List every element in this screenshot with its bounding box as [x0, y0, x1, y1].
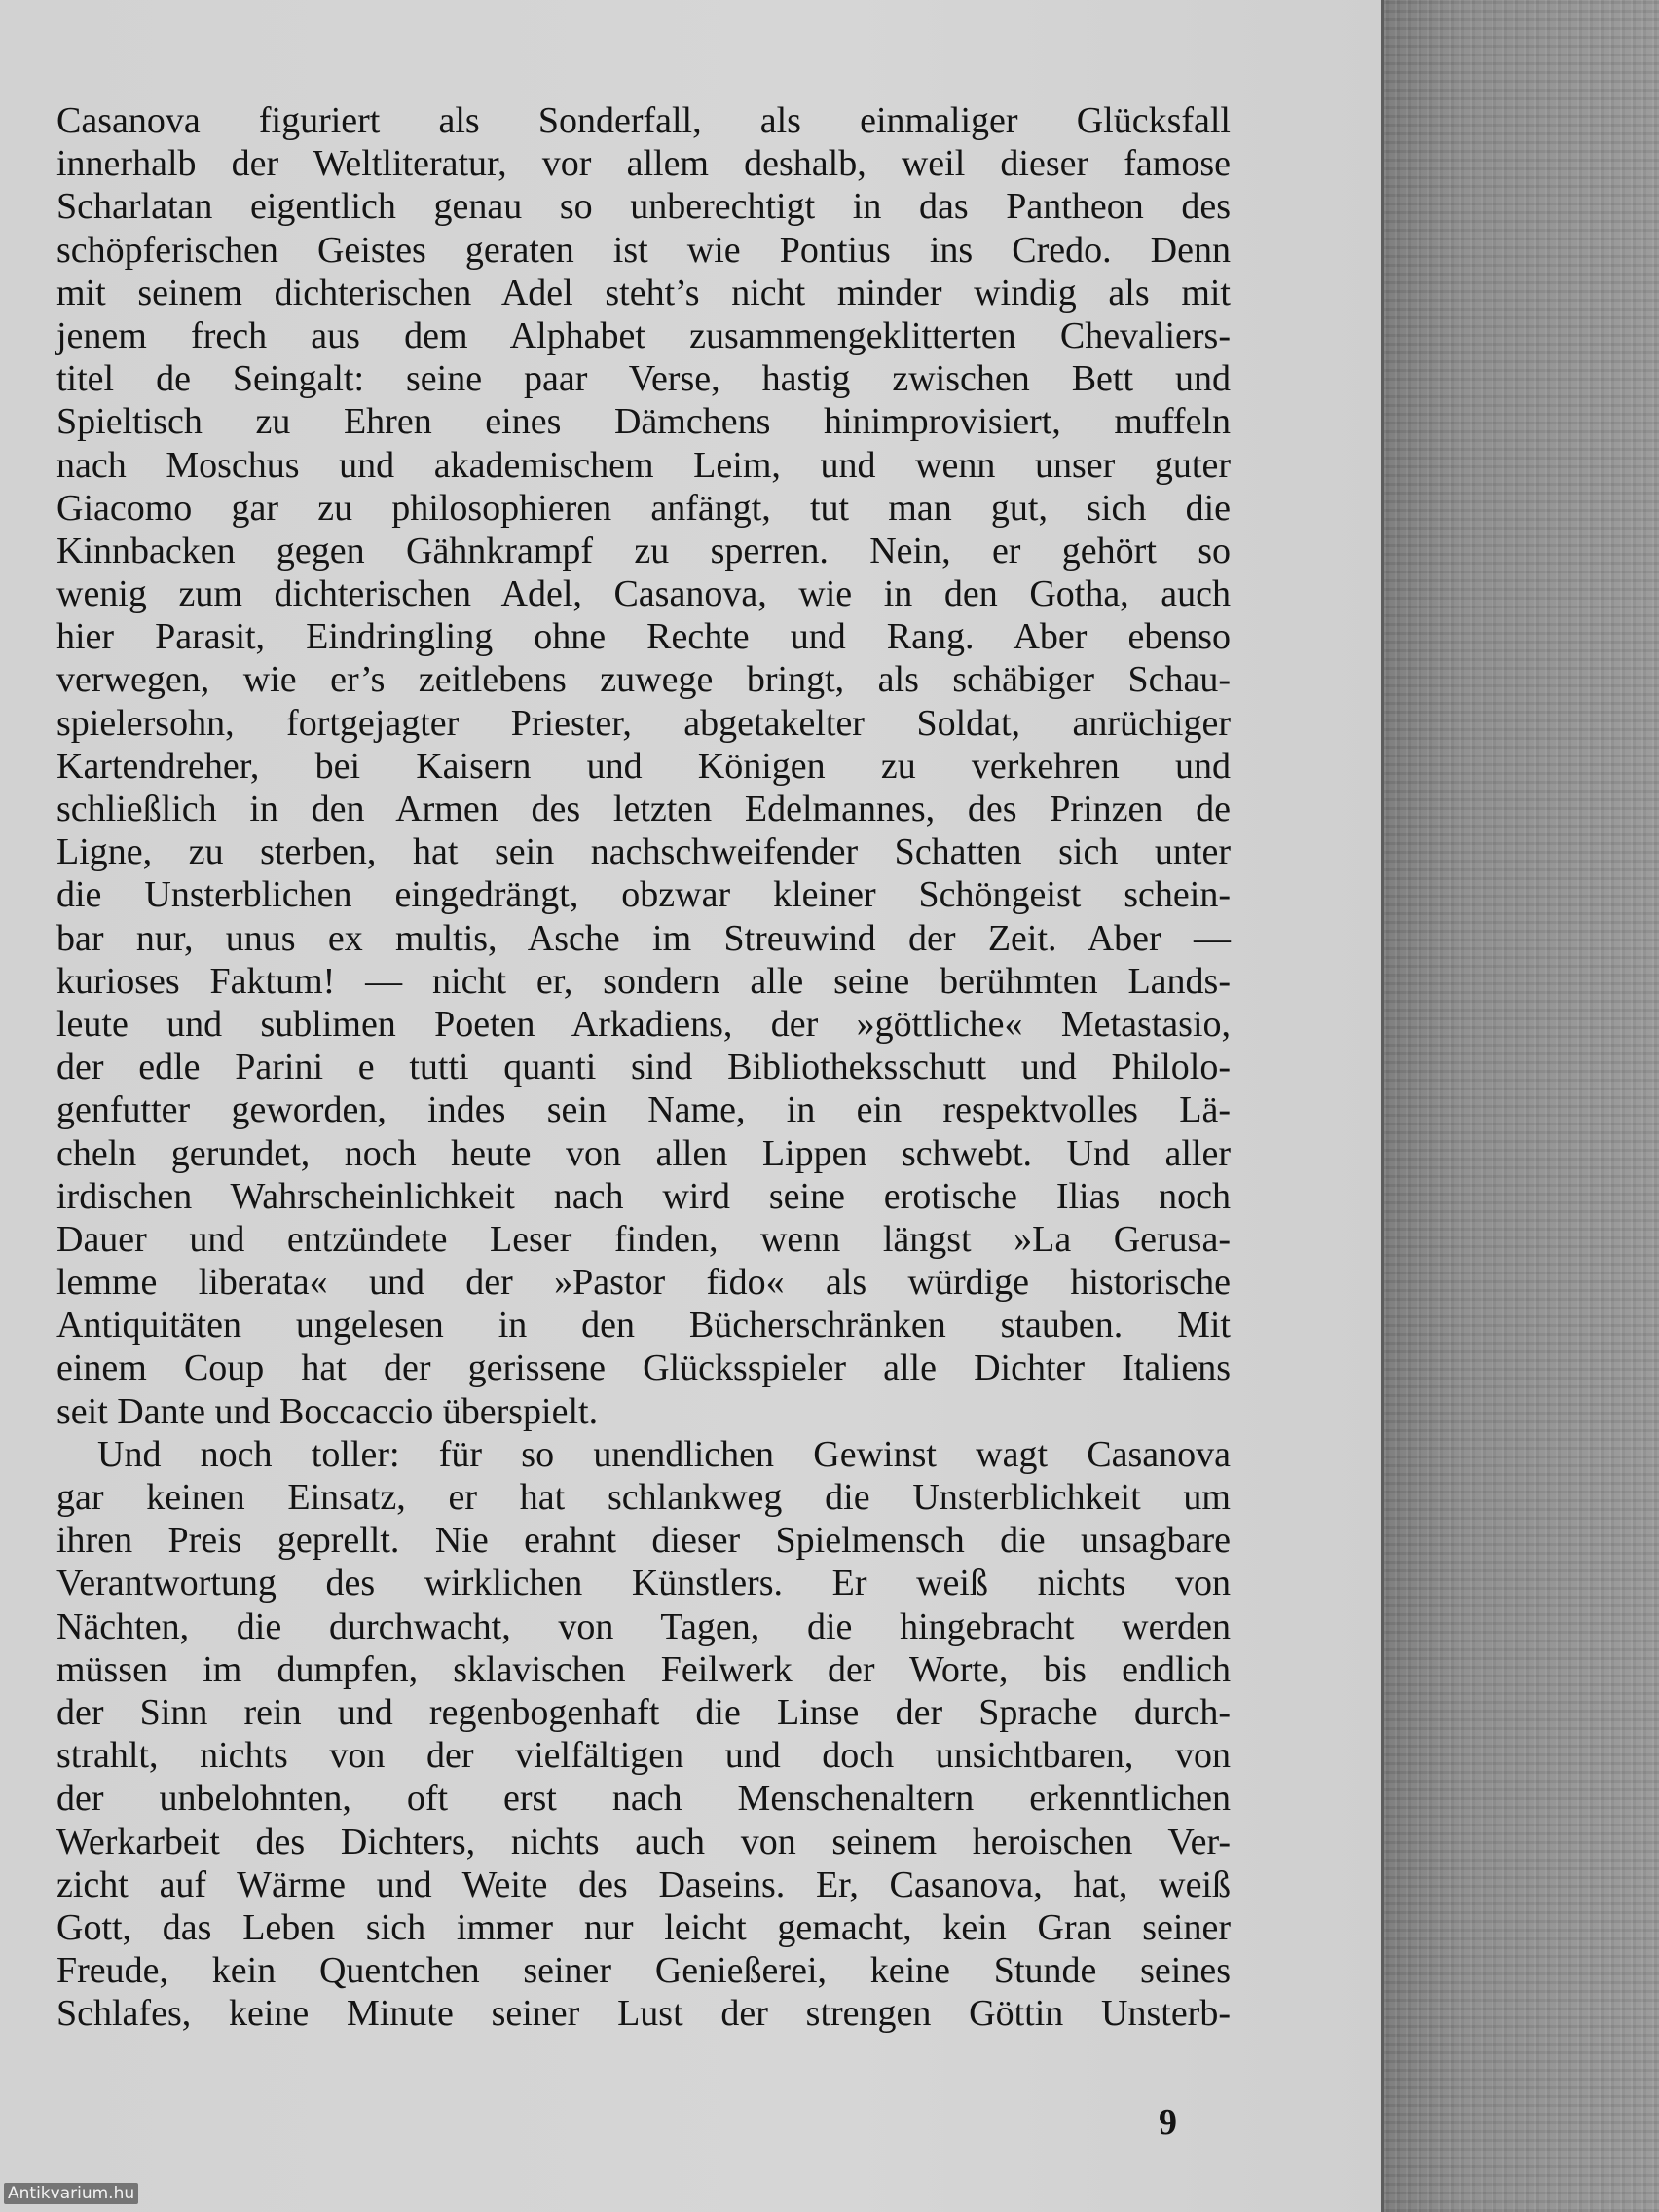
- text-line: die Unsterblichen eingedrängt, obzwar kleiner Schöngeist schein-: [56, 874, 1231, 916]
- text-line: spielersohn, fortgejagter Priester, abgetakelter Soldat, anrüchiger: [56, 702, 1231, 744]
- text-line: Kinnbacken gegen Gähnkrampf zu sperren. Nein, er gehört so: [56, 530, 1231, 571]
- text-line: strahlt, nichts von der vielfältigen und doch unsichtbaren, von: [56, 1735, 1231, 1777]
- background-surface: [1381, 0, 1659, 2212]
- text-line: genfutter geworden, indes sein Name, in ein respektvolles Lä-: [56, 1089, 1231, 1131]
- text-line: Verantwortung des wirklichen Künstlers. Er weiß nichts von: [56, 1563, 1231, 1604]
- text-line: der edle Parini e tutti quanti sind Bibliotheksschutt und Philolo-: [56, 1047, 1231, 1088]
- text-line: nach Moschus und akademischem Leim, und wenn unser guter: [56, 444, 1231, 486]
- text-line: gar keinen Einsatz, er hat schlankweg die Unsterblichkeit um: [56, 1477, 1231, 1518]
- text-line: Gott, das Leben sich immer nur leicht gemacht, kein Gran seiner: [56, 1906, 1231, 1948]
- page-number: 9: [1159, 2102, 1177, 2143]
- text-line: zicht auf Wärme und Weite des Daseins. Er, Casanova, hat, weiß: [56, 1863, 1231, 1905]
- text-line: innerhalb der Weltliteratur, vor allem deshalb, weil dieser famose: [56, 143, 1231, 185]
- text-line: Spieltisch zu Ehren eines Dämchens hinimprovisiert, muffeln: [56, 401, 1231, 443]
- text-line: schöpferischen Geistes geraten ist wie Pontius ins Credo. Denn: [56, 229, 1231, 271]
- text-line: Scharlatan eigentlich genau so unberechtigt in das Pantheon des: [56, 186, 1231, 228]
- text-line: wenig zum dichterischen Adel, Casanova, wie in den Gotha, auch: [56, 573, 1231, 615]
- body-text: [56, 99, 1231, 2035]
- text-line: titel de Seingalt: seine paar Verse, hastig zwischen Bett und: [56, 358, 1231, 400]
- text-line: einem Coup hat der gerissene Glücksspieler alle Dichter Italiens: [56, 1347, 1231, 1389]
- text-line: irdischen Wahrscheinlichkeit nach wird seine erotische Ilias noch: [56, 1175, 1231, 1217]
- text-line: Kartendreher, bei Kaisern und Königen zu verkehren und: [56, 745, 1231, 787]
- text-line: leute und sublimen Poeten Arkadiens, der »göttliche« Metastasio,: [56, 1003, 1231, 1045]
- text-line: Werkarbeit des Dichters, nichts auch von seinem heroischen Ver-: [56, 1821, 1231, 1862]
- text-line: bar nur, unus ex multis, Asche im Streuwind der Zeit. Aber —: [56, 917, 1231, 959]
- text-line: Schlafes, keine Minute seiner Lust der strengen Göttin Unsterb-: [56, 1993, 1231, 2035]
- text-line: Freude, kein Quentchen seiner Genießerei, keine Stunde seines: [56, 1950, 1231, 1992]
- text-line: lemme liberata« und der »Pastor fido« als würdige historische: [56, 1262, 1231, 1304]
- text-line: schließlich in den Armen des letzten Edelmannes, des Prinzen de: [56, 789, 1231, 830]
- text-line: müssen im dumpfen, sklavischen Feilwerk der Worte, bis endlich: [56, 1648, 1231, 1690]
- text-line: Und noch toller: für so unendlichen Gewinst wagt Casanova: [97, 1433, 1231, 1475]
- text-line: Casanova figuriert als Sonderfall, als einmaliger Glücksfall: [56, 100, 1231, 141]
- text-line: kurioses Faktum! — nicht er, sondern alle seine berühmten Lands-: [56, 960, 1231, 1002]
- text-line: der Sinn rein und regenbogenhaft die Linse der Sprache durch-: [56, 1691, 1231, 1733]
- text-line: jenem frech aus dem Alphabet zusammengeklitterten Chevaliers-: [56, 314, 1231, 356]
- text-line: Dauer und entzündete Leser finden, wenn längst »La Gerusa-: [56, 1218, 1231, 1260]
- paragraph: [56, 99, 1231, 1433]
- text-line: mit seinem dichterischen Adel steht’s nicht minder windig als mit: [56, 272, 1231, 313]
- watermark: Antikvarium.hu: [4, 2183, 138, 2204]
- text-line: ihren Preis geprellt. Nie erahnt dieser Spielmensch die unsagbare: [56, 1520, 1231, 1562]
- text-line: Giacomo gar zu philosophieren anfängt, tut man gut, sich die: [56, 487, 1231, 529]
- text-line: Antiquitäten ungelesen in den Bücherschränken stauben. Mit: [56, 1305, 1231, 1346]
- text-line: cheln gerundet, noch heute von allen Lippen schwebt. Und aller: [56, 1132, 1231, 1174]
- text-line: der unbelohnten, oft erst nach Menschenaltern erkenntlichen: [56, 1778, 1231, 1820]
- text-line: seit Dante und Boccaccio überspielt.: [56, 1390, 599, 1432]
- paragraph: [56, 1433, 1231, 2036]
- text-line: verwegen, wie er’s zeitlebens zuwege bringt, als schäbiger Schau-: [56, 659, 1231, 701]
- text-line: Ligne, zu sterben, hat sein nachschweifender Schatten sich unter: [56, 831, 1231, 873]
- text-line: hier Parasit, Eindringling ohne Rechte und Rang. Aber ebenso: [56, 616, 1231, 658]
- text-line: Nächten, die durchwacht, von Tagen, die hingebracht werden: [56, 1605, 1231, 1647]
